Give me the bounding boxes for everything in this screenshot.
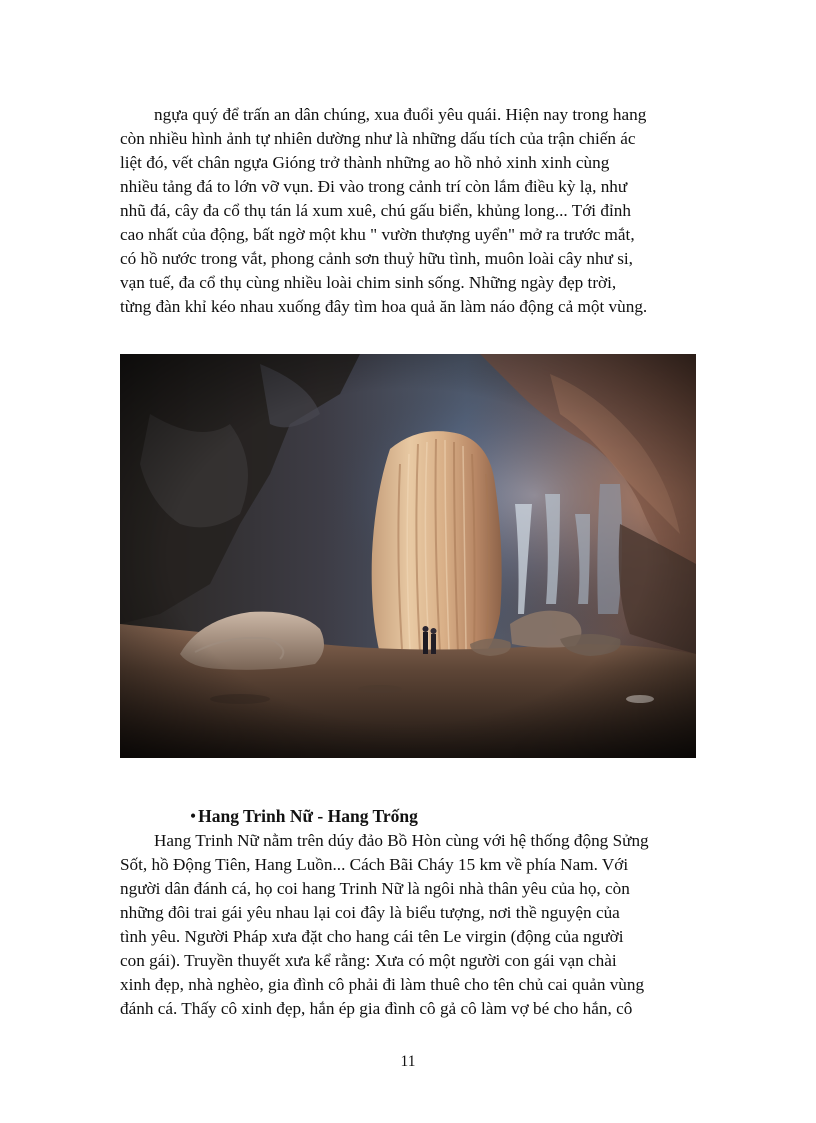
text-line: xinh đẹp, nhà nghèo, gia đình cô phải đi làm thuê cho tên chủ cai quản vùng: [120, 975, 645, 994]
text-line: tình yêu. Người Pháp xưa đặt cho hang cái tên Le virgin (động của người: [120, 927, 624, 946]
cave-photo: [120, 354, 696, 758]
text-line: có hồ nước trong vắt, phong cảnh sơn thuỷ hữu tình, muôn loài cây như si,: [120, 249, 633, 268]
text-line: từng đàn khỉ kéo nhau xuống đây tìm hoa quả ăn làm náo động cả một vùng.: [120, 297, 648, 316]
page-number: 11: [400, 1053, 416, 1070]
text-line: con gái). Truyền thuyết xưa kể rằng: Xưa có một người con gái vạn chài: [120, 951, 617, 970]
text-line: Hang Trinh Nữ nằm trên dúy đảo Bồ Hòn cùng với hệ thống động Sửng: [154, 831, 649, 850]
section-heading: [190, 804, 418, 828]
text-line: những đôi trai gái yêu nhau lại coi đây là biểu tượng, nơi thề nguyện của: [120, 903, 620, 922]
text-line: đánh cá. Thấy cô xinh đẹp, hắn ép gia đình cô gả cô làm vợ bé cho hắn, cô: [120, 999, 633, 1018]
text-line: nhiều tảng đá to lớn vỡ vụn. Đi vào trong cảnh trí còn lắm điều kỳ lạ, như: [120, 177, 628, 196]
text-line: liệt đó, vết chân ngựa Gióng trở thành những ao hồ nhỏ xinh xinh cùng: [120, 153, 610, 172]
body-paragraph-2: [120, 829, 700, 1021]
text-line: cao nhất của động, bất ngờ một khu " vườn thượng uyển" mở ra trước mắt,: [120, 225, 635, 244]
text-line: Sốt, hồ Động Tiên, Hang Luồn... Cách Bãi Cháy 15 km về phía Nam. Với: [120, 855, 629, 874]
text-line: người dân đánh cá, họ coi hang Trinh Nữ là ngôi nhà thân yêu của họ, còn: [120, 879, 630, 898]
bullet-icon: •: [190, 806, 197, 826]
text-line: còn nhiều hình ảnh tự nhiên dường như là những dấu tích của trận chiến ác: [120, 129, 636, 148]
text-line: nhũ đá, cây đa cổ thụ tán lá xum xuê, chú gấu biển, khủng long... Tới đỉnh: [120, 201, 631, 220]
section-heading-text: Hang Trinh Nữ - Hang Trống: [198, 806, 418, 826]
text-line: vạn tuế, đa cổ thụ cùng nhiều loài chim sinh sống. Những ngày đẹp trời,: [120, 273, 617, 292]
text-line: ngựa quý để trấn an dân chúng, xua đuổi yêu quái. Hiện nay trong hang: [154, 105, 647, 124]
body-paragraph-1: [120, 103, 700, 319]
